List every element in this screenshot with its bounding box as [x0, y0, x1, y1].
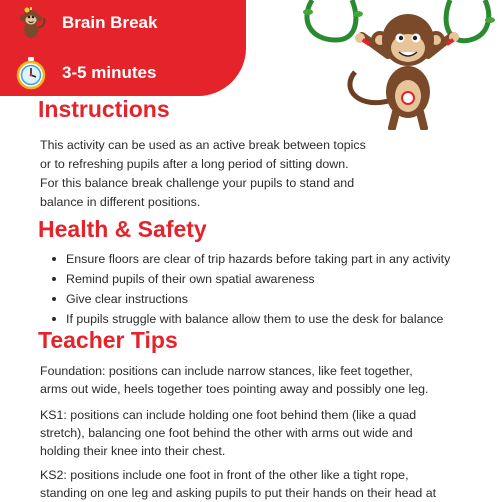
health-safety-heading: Health & Safety [38, 216, 207, 242]
instructions-text [40, 136, 480, 212]
health-safety-list [50, 249, 450, 329]
teacher-tips-heading: Teacher Tips [38, 327, 178, 353]
tip-line: KS2: positions include one foot in front of the other like a tight rope, [40, 468, 409, 482]
foundation-tip [40, 362, 480, 398]
header-banner [0, 0, 246, 96]
list-item: Ensure floors are clear of trip hazards before taking part in any activity [50, 249, 450, 269]
page-title: Brain Break [62, 13, 158, 32]
instructions-heading: Instructions [38, 96, 170, 122]
tip-line: arms out wide, heels together toes pointing away and possibly one leg. [40, 382, 429, 396]
stopwatch-icon [14, 56, 48, 90]
duration-label: 3-5 minutes [62, 63, 157, 82]
tip-line: holding their knee into their chest. [40, 444, 226, 458]
instructions-line: This activity can be used as an active break between topics [40, 138, 366, 152]
monkey-mascot-icon [14, 6, 48, 40]
ks1-tip [40, 406, 480, 460]
tip-line: stretch), balancing one foot behind the other with arms out wide and [40, 426, 413, 440]
list-item: Remind pupils of their own spatial awareness [50, 269, 450, 289]
title-row [14, 6, 157, 40]
duration-row [14, 56, 156, 90]
tip-line: KS1: positions can include holding one foot behind them (like a quad [40, 408, 417, 422]
instructions-line: For this balance break challenge your pupils to stand and [40, 176, 355, 190]
ks2-tip [40, 466, 480, 502]
monkey-illustration [300, 0, 500, 130]
instructions-line: balance in different positions. [40, 195, 201, 209]
tip-line: standing on one leg and asking pupils to put their hands on their head at [40, 486, 437, 500]
instructions-line: or to refreshing pupils after a long period of sitting down. [40, 157, 349, 171]
list-item: If pupils struggle with balance allow them to use the desk for balance [50, 309, 450, 329]
list-item: Give clear instructions [50, 289, 450, 309]
tip-line: Foundation: positions can include narrow stances, like feet together, [40, 364, 413, 378]
